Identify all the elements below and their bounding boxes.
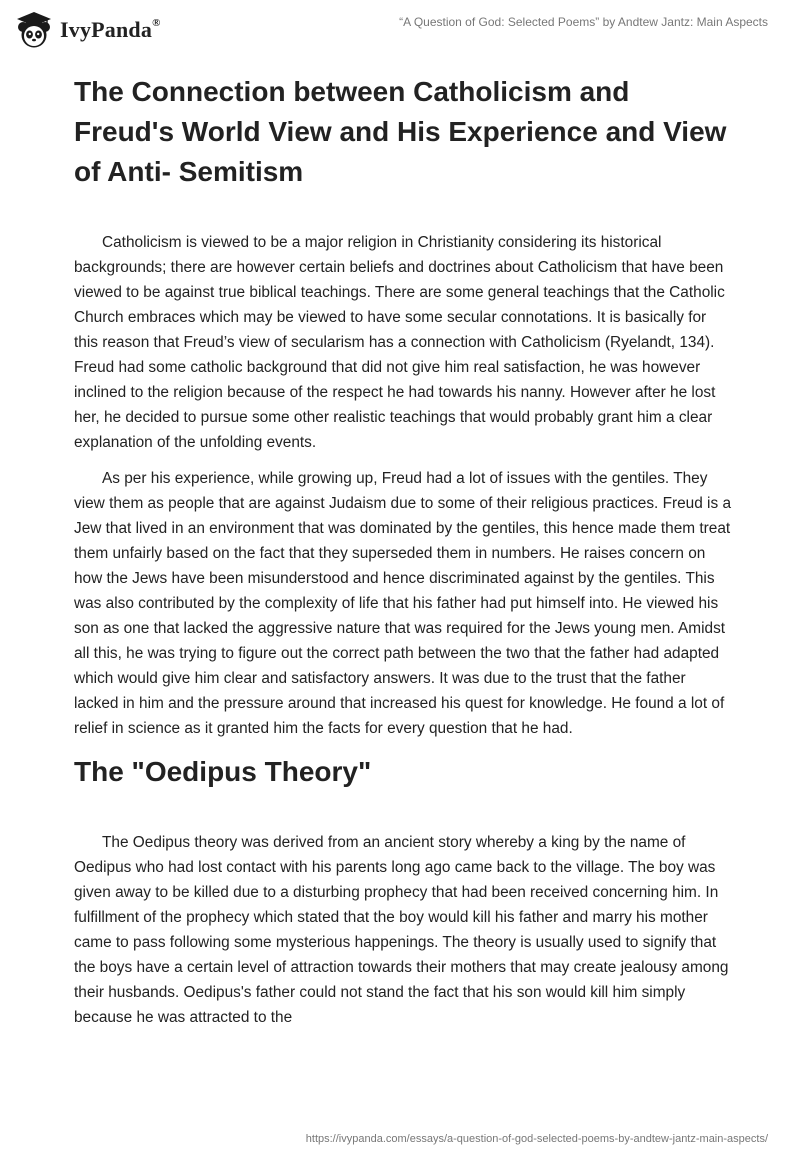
brand-name: IvyPanda® [60, 16, 161, 42]
registered-mark: ® [152, 16, 161, 29]
paragraph: The Oedipus theory was derived from an ancient story whereby a king by the name of Oedipus who had lost contact with his parents long ago came back to the village. The boy was given away to be killed due to a disturbing prophecy that had been received concerning him. In fulfillment of the prophecy which stated that the boy would kill his father and marry his mother came to pass following some mysterious happenings. The theory is usually used to signify that the boys have a certain level of attraction towards their mothers that may create jealousy among their husbands. Oedipus's father could not stand the fact that his son would kill him simply because he was attracted to the [74, 834, 729, 1026]
page-header [0, 0, 800, 60]
panda-graduation-cap-icon [14, 10, 54, 50]
paragraph: As per his experience, while growing up, Freud had a lot of issues with the gentiles. They view them as people that are against Judaism due to some of their religious practices. Freud is a Jew that lived in an environment that was dominated by the gentiles, this hence made them treat them unfairly based on the fact that they superseded them in numbers. He raises concern on how the Jews have been misunderstood and hence discriminated against by the gentiles. This was also contributed by the complexity of life that his father had put himself into. He viewed his son as one that lacked the aggressive nature that was required for the Jews young men. Amidst all this, he was trying to figure out the correct path between the two that the father had adapted which would give him clear and satisfactory answers. It was due to the trust that the father lacked in him and the pressure around that increased his quest for knowledge. He found a lot of relief in science as it granted him the facts for every question that he had. [74, 470, 732, 737]
article-title: The Connection between Catholicism and Freud's World View and His Experience and View of Anti- Semitism [74, 76, 727, 187]
source-url[interactable]: https://ivypanda.com/essays/a-question-of-god-selected-poems-by-andtew-jantz-main-aspects/ [305, 1133, 768, 1145]
document-title: “A Question of God: Selected Poems” by Andtew Jantz: Main Aspects [399, 15, 768, 29]
paragraph: Catholicism is viewed to be a major religion in Christianity considering its historical backgrounds; there are however certain beliefs and doctrines about Catholicism that have been viewed to be against true biblical teachings. There are some general teachings that the Catholic Church embraces which may be viewed to have some secular connotations. It is basically for this reason that Freud’s view of secularism has a connection with Catholicism (Ryelandt, 134). Freud had some catholic background that did not give him real satisfaction, he was however inclined to the religion because of the respect he had towards his nanny. However after he lost her, he decided to pursue some other realistic teachings that would probably grant him a clear explanation of the unfolding events. [74, 234, 725, 451]
section-heading: The "Oedipus Theory" [74, 756, 372, 787]
article-body [74, 72, 734, 1030]
brand-logo[interactable] [14, 10, 161, 50]
